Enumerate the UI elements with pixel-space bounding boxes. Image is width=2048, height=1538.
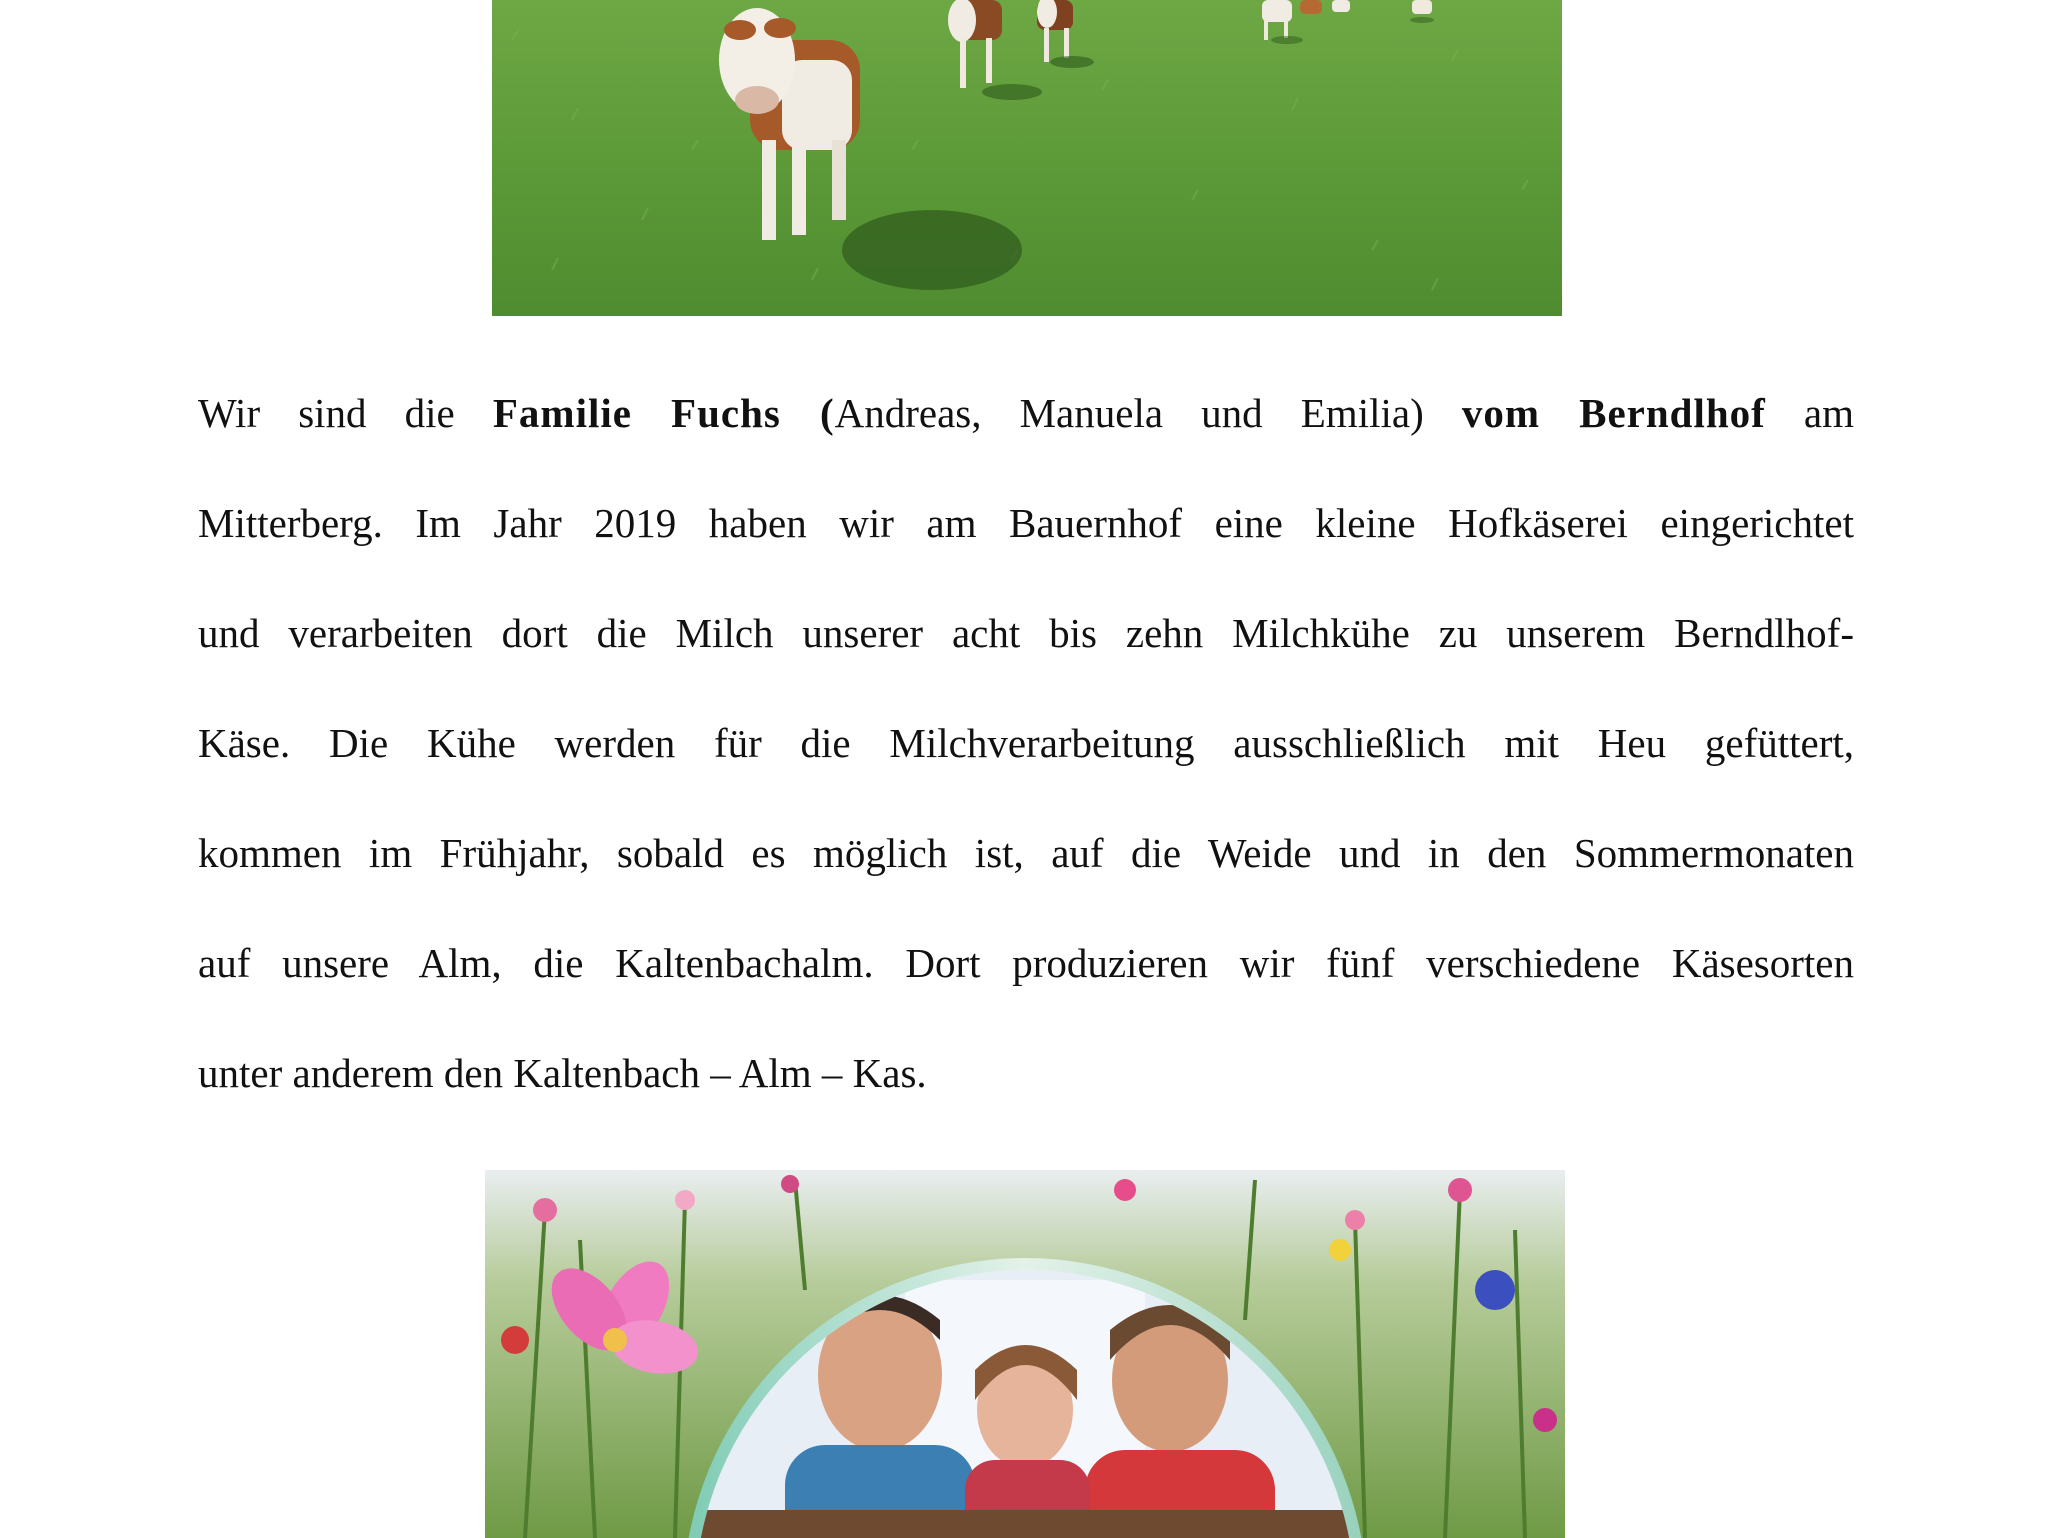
paragraph-line [198,358,1854,468]
family-in-flower-meadow-photo [485,1170,1565,1538]
text-run: Mitterberg. Im Jahr 2019 haben wir am Bauernhof eine kleine Hofkäserei eingerichtet [198,500,1854,546]
text-run: Andreas, Manuela und Emilia) [834,390,1462,436]
bold-text: vom Berndlhof [1461,390,1766,436]
paragraph-line [198,578,1854,688]
bold-text: Familie Fuchs ( [492,390,835,436]
paragraph-line [198,1018,1854,1128]
text-run: am [1765,390,1854,436]
paragraph-line [198,798,1854,908]
cows-on-pasture-photo [492,0,1562,316]
text-run: und verarbeiten dort die Milch unserer acht bis zehn Milchkühe zu unserem Berndlhof- [198,610,1854,656]
intro-paragraph [198,358,1854,1128]
text-run: Käse. Die Kühe werden für die Milchverarbeitung ausschließlich mit Heu gefüttert, [198,720,1854,766]
text-run: Wir sind die [198,390,493,436]
text-run: unter anderem den Kaltenbach – Alm – Kas. [198,1050,927,1096]
text-run: kommen im Frühjahr, sobald es möglich ist, auf die Weide und in den Sommermonaten [198,830,1854,876]
paragraph-line [198,688,1854,798]
text-run: auf unsere Alm, die Kaltenbachalm. Dort produzieren wir fünf verschiedene Käsesorten [198,940,1854,986]
paragraph-line [198,468,1854,578]
paragraph-line [198,908,1854,1018]
